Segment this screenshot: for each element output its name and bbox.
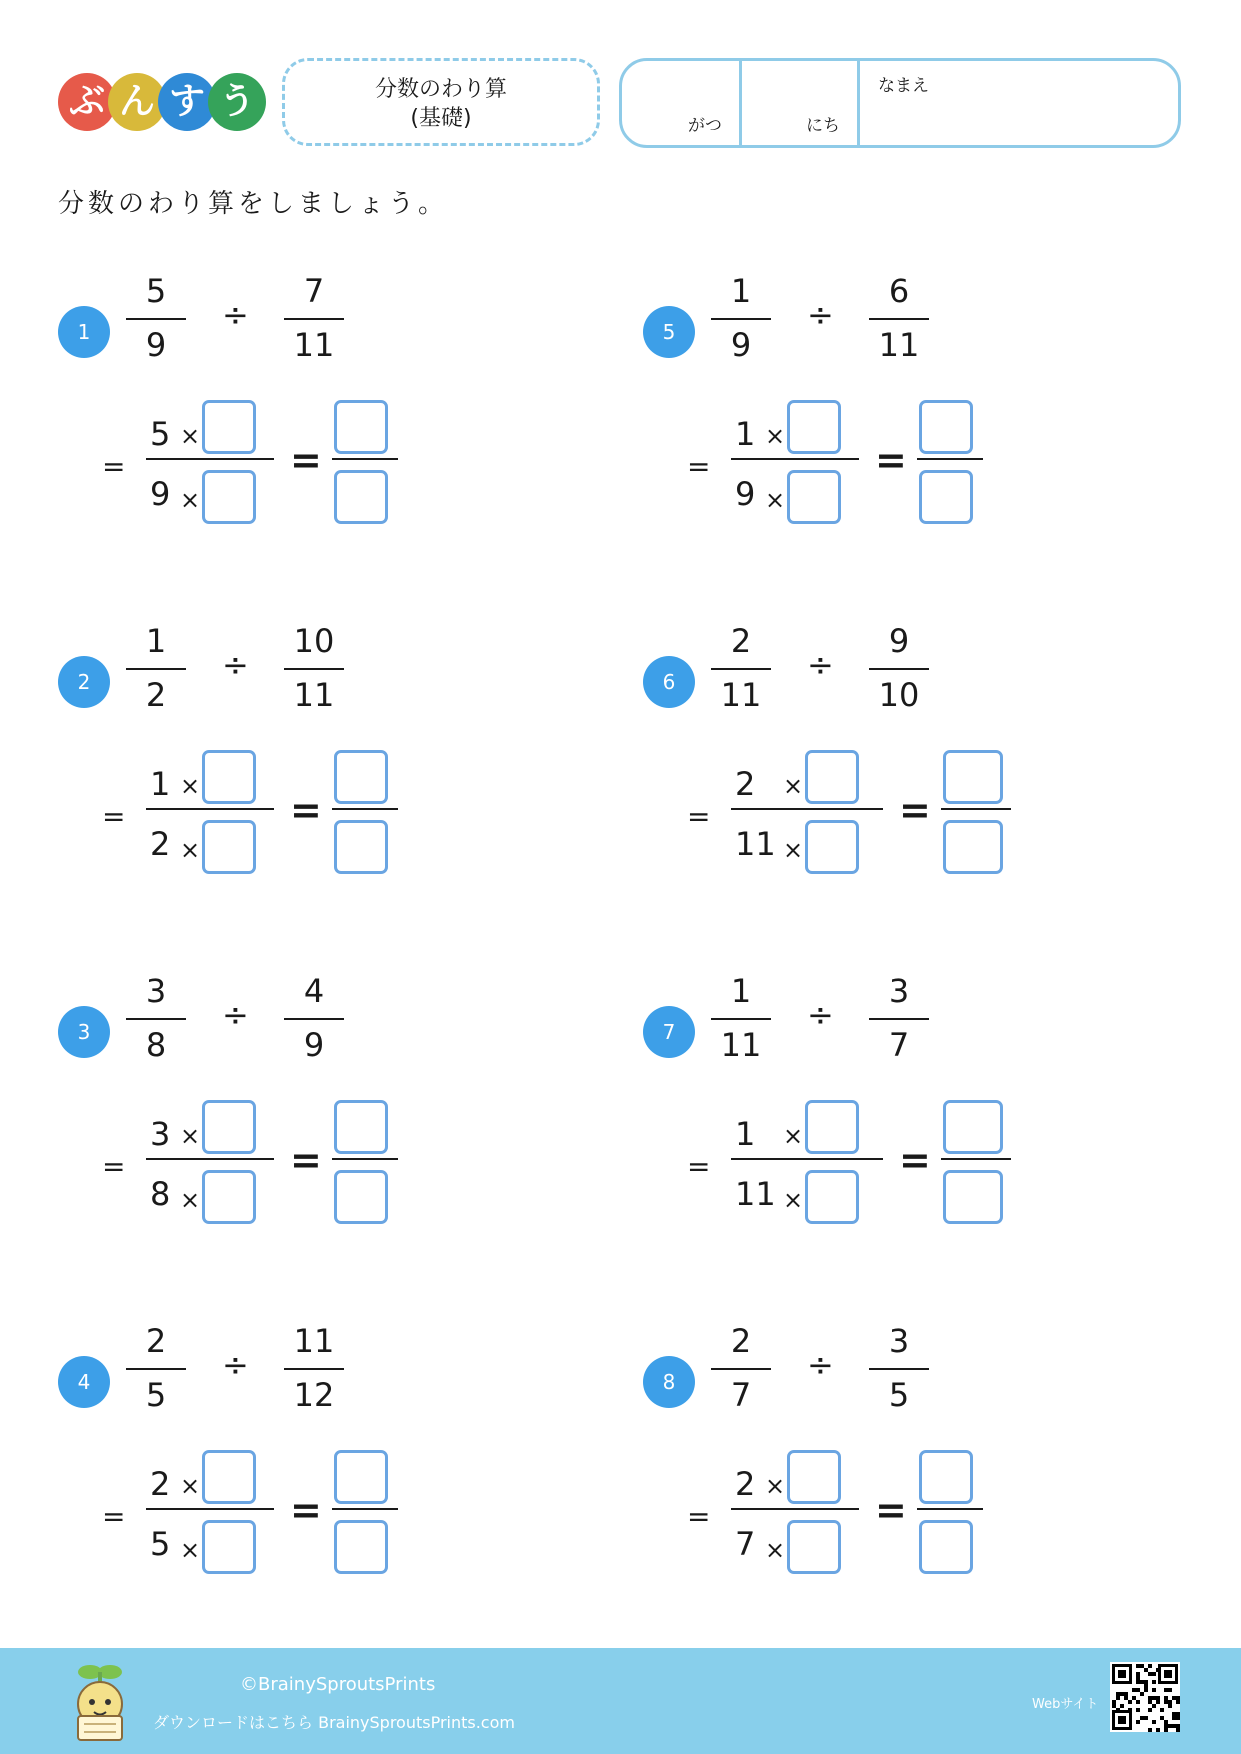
fraction-bar [146, 1158, 274, 1160]
result-box-top[interactable] [334, 750, 388, 804]
dividend-numerator: 2 [145, 1322, 167, 1360]
result-fraction-bar [332, 458, 398, 460]
answer-box-bottom[interactable] [202, 820, 256, 874]
problem-number: 4 [77, 1370, 91, 1394]
result-box-top[interactable] [943, 1100, 1003, 1154]
problem-number-badge [643, 306, 695, 358]
divisor-fraction [284, 970, 344, 1066]
problem [643, 970, 1163, 1230]
result-fraction-bar [917, 1508, 983, 1510]
problem [58, 620, 578, 880]
problem-number-badge [58, 1356, 110, 1408]
work-numerator: 2 [735, 765, 756, 803]
dividend-fraction [126, 270, 186, 366]
fraction-bar [711, 668, 771, 670]
divisor-numerator: 7 [303, 272, 325, 310]
instruction: 分数のわり算をしましょう。 [58, 189, 449, 219]
work-denominator: 9 [735, 475, 756, 513]
times-sign: × [180, 486, 201, 514]
divide-sign: ÷ [222, 646, 249, 684]
divisor-denominator: 11 [878, 326, 920, 364]
divisor-denominator: 11 [293, 676, 335, 714]
copyright: ©BrainySproutsPrints [240, 1674, 436, 1695]
times-sign: × [765, 1472, 786, 1500]
result-box-bottom[interactable] [919, 470, 973, 524]
dividend-numerator: 2 [730, 622, 752, 660]
work-numerator: 3 [150, 1115, 171, 1153]
equals-sign: = [102, 450, 126, 483]
problem-number: 6 [662, 670, 676, 694]
fraction-bar [711, 1368, 771, 1370]
divide-sign: ÷ [807, 1346, 834, 1384]
result-box-top[interactable] [919, 1450, 973, 1504]
divisor-fraction [869, 1320, 929, 1416]
fraction-bar [284, 1368, 344, 1370]
work-numerator: 1 [735, 1115, 756, 1153]
dividend-fraction [126, 1320, 186, 1416]
divider [857, 61, 860, 145]
fraction-bar [146, 458, 274, 460]
answer-box-top[interactable] [787, 400, 841, 454]
times-sign: × [180, 1536, 201, 1564]
work-denominator: 5 [150, 1525, 171, 1563]
dividend-fraction [711, 1320, 771, 1416]
work-numerator: 1 [735, 415, 756, 453]
fraction-bar [731, 1158, 883, 1160]
answer-box-bottom[interactable] [202, 1520, 256, 1574]
dividend-denominator: 11 [720, 676, 762, 714]
divisor-numerator: 10 [293, 622, 335, 660]
fraction-bar [869, 318, 929, 320]
divisor-numerator: 4 [303, 972, 325, 1010]
fraction-bar [731, 808, 883, 810]
dividend-fraction [126, 970, 186, 1066]
problem-number: 7 [662, 1020, 676, 1044]
fraction-bar [869, 668, 929, 670]
fraction-bar [869, 1368, 929, 1370]
equals-sign: = [687, 1150, 711, 1183]
result-box-top[interactable] [943, 750, 1003, 804]
name-label: なまえ [878, 76, 929, 96]
divisor-numerator: 3 [888, 972, 910, 1010]
result-fraction-bar [332, 1508, 398, 1510]
answer-box-top[interactable] [202, 1450, 256, 1504]
logo-letter: ん [108, 73, 166, 131]
day-label: にち [806, 116, 840, 136]
footer [0, 1648, 1241, 1754]
problem-number: 2 [77, 670, 91, 694]
answer-box-top[interactable] [202, 750, 256, 804]
website-label: Webサイト [1032, 1697, 1099, 1712]
result-box-top[interactable] [919, 400, 973, 454]
fraction-bar [146, 808, 274, 810]
times-sign: × [180, 1122, 201, 1150]
result-fraction-bar [941, 1158, 1011, 1160]
divisor-fraction [284, 1320, 344, 1416]
answer-box-bottom[interactable] [805, 820, 859, 874]
problem [643, 270, 1163, 530]
divisor-numerator: 9 [888, 622, 910, 660]
problem [643, 620, 1163, 880]
dividend-fraction [711, 270, 771, 366]
divide-sign: ÷ [807, 296, 834, 334]
fraction-bar [146, 1508, 274, 1510]
problem-number: 5 [662, 320, 676, 344]
fraction-bar [731, 458, 859, 460]
divisor-fraction [284, 620, 344, 716]
equals-sign: = [102, 1150, 126, 1183]
equals-sign: = [687, 450, 711, 483]
equals-sign: = [290, 438, 322, 482]
fraction-bar [126, 1368, 186, 1370]
fraction-bar [284, 1018, 344, 1020]
download-link[interactable]: ダウンロードはこちら BrainySproutsPrints.com [153, 1713, 515, 1732]
work-denominator: 11 [735, 1175, 776, 1213]
divisor-numerator: 6 [888, 272, 910, 310]
result-box-bottom[interactable] [334, 1170, 388, 1224]
problem-number-badge [643, 1006, 695, 1058]
dividend-numerator: 2 [730, 1322, 752, 1360]
times-sign: × [180, 1472, 201, 1500]
dividend-numerator: 1 [730, 972, 752, 1010]
dividend-denominator: 9 [145, 326, 167, 364]
fraction-bar [711, 318, 771, 320]
equals-sign: = [899, 1138, 931, 1182]
answer-box-bottom[interactable] [202, 470, 256, 524]
dividend-denominator: 7 [730, 1376, 752, 1414]
answer-box-top[interactable] [202, 400, 256, 454]
date-name-box [619, 58, 1181, 148]
fraction-bar [126, 1018, 186, 1020]
answer-box-bottom[interactable] [202, 1170, 256, 1224]
equals-sign: = [687, 800, 711, 833]
problem-number-badge [643, 1356, 695, 1408]
result-fraction-bar [941, 808, 1011, 810]
work-denominator: 9 [150, 475, 171, 513]
problem-number-badge [58, 656, 110, 708]
dividend-fraction [126, 620, 186, 716]
problem-number: 3 [77, 1020, 91, 1044]
times-sign: × [783, 1186, 804, 1214]
work-denominator: 8 [150, 1175, 171, 1213]
divide-sign: ÷ [222, 296, 249, 334]
answer-box-top[interactable] [805, 750, 859, 804]
result-fraction-bar [332, 808, 398, 810]
times-sign: × [180, 422, 201, 450]
times-sign: × [180, 772, 201, 800]
work-denominator: 7 [735, 1525, 756, 1563]
times-sign: × [765, 486, 786, 514]
problem-number-badge [58, 1006, 110, 1058]
divide-sign: ÷ [807, 646, 834, 684]
answer-box-top[interactable] [805, 1100, 859, 1154]
fraction-bar [126, 318, 186, 320]
sprout-mascot-icon [68, 1660, 132, 1744]
divisor-denominator: 5 [888, 1376, 910, 1414]
dividend-denominator: 11 [720, 1026, 762, 1064]
worksheet-title [282, 58, 600, 146]
divisor-fraction [869, 970, 929, 1066]
result-box-top[interactable] [334, 1100, 388, 1154]
divisor-numerator: 3 [888, 1322, 910, 1360]
result-box-bottom[interactable] [334, 820, 388, 874]
divisor-fraction [284, 270, 344, 366]
times-sign: × [783, 836, 804, 864]
work-numerator: 2 [150, 1465, 171, 1503]
month-label: がつ [688, 116, 722, 136]
result-box-top[interactable] [334, 400, 388, 454]
divide-sign: ÷ [222, 1346, 249, 1384]
result-box-bottom[interactable] [943, 820, 1003, 874]
answer-box-top[interactable] [202, 1100, 256, 1154]
logo [58, 73, 268, 133]
fraction-bar [126, 668, 186, 670]
result-box-top[interactable] [334, 1450, 388, 1504]
equals-sign: = [290, 1138, 322, 1182]
times-sign: × [765, 1536, 786, 1564]
divider [739, 61, 742, 145]
divide-sign: ÷ [222, 996, 249, 1034]
equals-sign: = [875, 1488, 907, 1532]
dividend-denominator: 5 [145, 1376, 167, 1414]
problem [58, 270, 578, 530]
dividend-numerator: 1 [730, 272, 752, 310]
answer-box-bottom[interactable] [787, 1520, 841, 1574]
divisor-numerator: 11 [293, 1322, 335, 1360]
work-numerator: 5 [150, 415, 171, 453]
dividend-numerator: 5 [145, 272, 167, 310]
equals-sign: = [102, 800, 126, 833]
logo-letter: す [158, 73, 216, 131]
divisor-denominator: 9 [303, 1026, 325, 1064]
fraction-bar [284, 318, 344, 320]
title-line-1: 分数のわり算 [374, 77, 507, 102]
divisor-denominator: 12 [293, 1376, 335, 1414]
result-box-bottom[interactable] [334, 1520, 388, 1574]
fraction-bar [284, 668, 344, 670]
equals-sign: = [102, 1500, 126, 1533]
times-sign: × [180, 1186, 201, 1214]
dividend-numerator: 3 [145, 972, 167, 1010]
problem-number: 8 [662, 1370, 676, 1394]
divide-sign: ÷ [807, 996, 834, 1034]
times-sign: × [765, 422, 786, 450]
equals-sign: = [899, 788, 931, 832]
dividend-fraction [711, 970, 771, 1066]
qr-code-icon[interactable] [1110, 1662, 1180, 1732]
answer-box-bottom[interactable] [805, 1170, 859, 1224]
times-sign: × [180, 836, 201, 864]
equals-sign: = [290, 788, 322, 832]
work-denominator: 11 [735, 825, 776, 863]
divisor-denominator: 7 [888, 1026, 910, 1064]
result-fraction-bar [917, 458, 983, 460]
dividend-denominator: 2 [145, 676, 167, 714]
work-numerator: 1 [150, 765, 171, 803]
result-fraction-bar [332, 1158, 398, 1160]
problem [58, 970, 578, 1230]
work-denominator: 2 [150, 825, 171, 863]
problem [643, 1320, 1163, 1580]
work-numerator: 2 [735, 1465, 756, 1503]
problem-number: 1 [77, 320, 91, 344]
equals-sign: = [687, 1500, 711, 1533]
title-line-2: (基礎) [410, 106, 472, 131]
result-box-bottom[interactable] [919, 1520, 973, 1574]
answer-box-top[interactable] [787, 1450, 841, 1504]
problem-number-badge [643, 656, 695, 708]
problem-number-badge [58, 306, 110, 358]
dividend-denominator: 8 [145, 1026, 167, 1064]
logo-letter: う [208, 73, 266, 131]
fraction-bar [711, 1018, 771, 1020]
dividend-numerator: 1 [145, 622, 167, 660]
answer-box-bottom[interactable] [787, 470, 841, 524]
divisor-denominator: 10 [878, 676, 920, 714]
equals-sign: = [290, 1488, 322, 1532]
result-box-bottom[interactable] [334, 470, 388, 524]
dividend-fraction [711, 620, 771, 716]
divisor-denominator: 11 [293, 326, 335, 364]
result-box-bottom[interactable] [943, 1170, 1003, 1224]
problem [58, 1320, 578, 1580]
divisor-fraction [869, 620, 929, 716]
divisor-fraction [869, 270, 929, 366]
fraction-bar [869, 1018, 929, 1020]
fraction-bar [731, 1508, 859, 1510]
logo-letter: ぶ [58, 73, 116, 131]
dividend-denominator: 9 [730, 326, 752, 364]
times-sign: × [783, 772, 804, 800]
equals-sign: = [875, 438, 907, 482]
times-sign: × [783, 1122, 804, 1150]
